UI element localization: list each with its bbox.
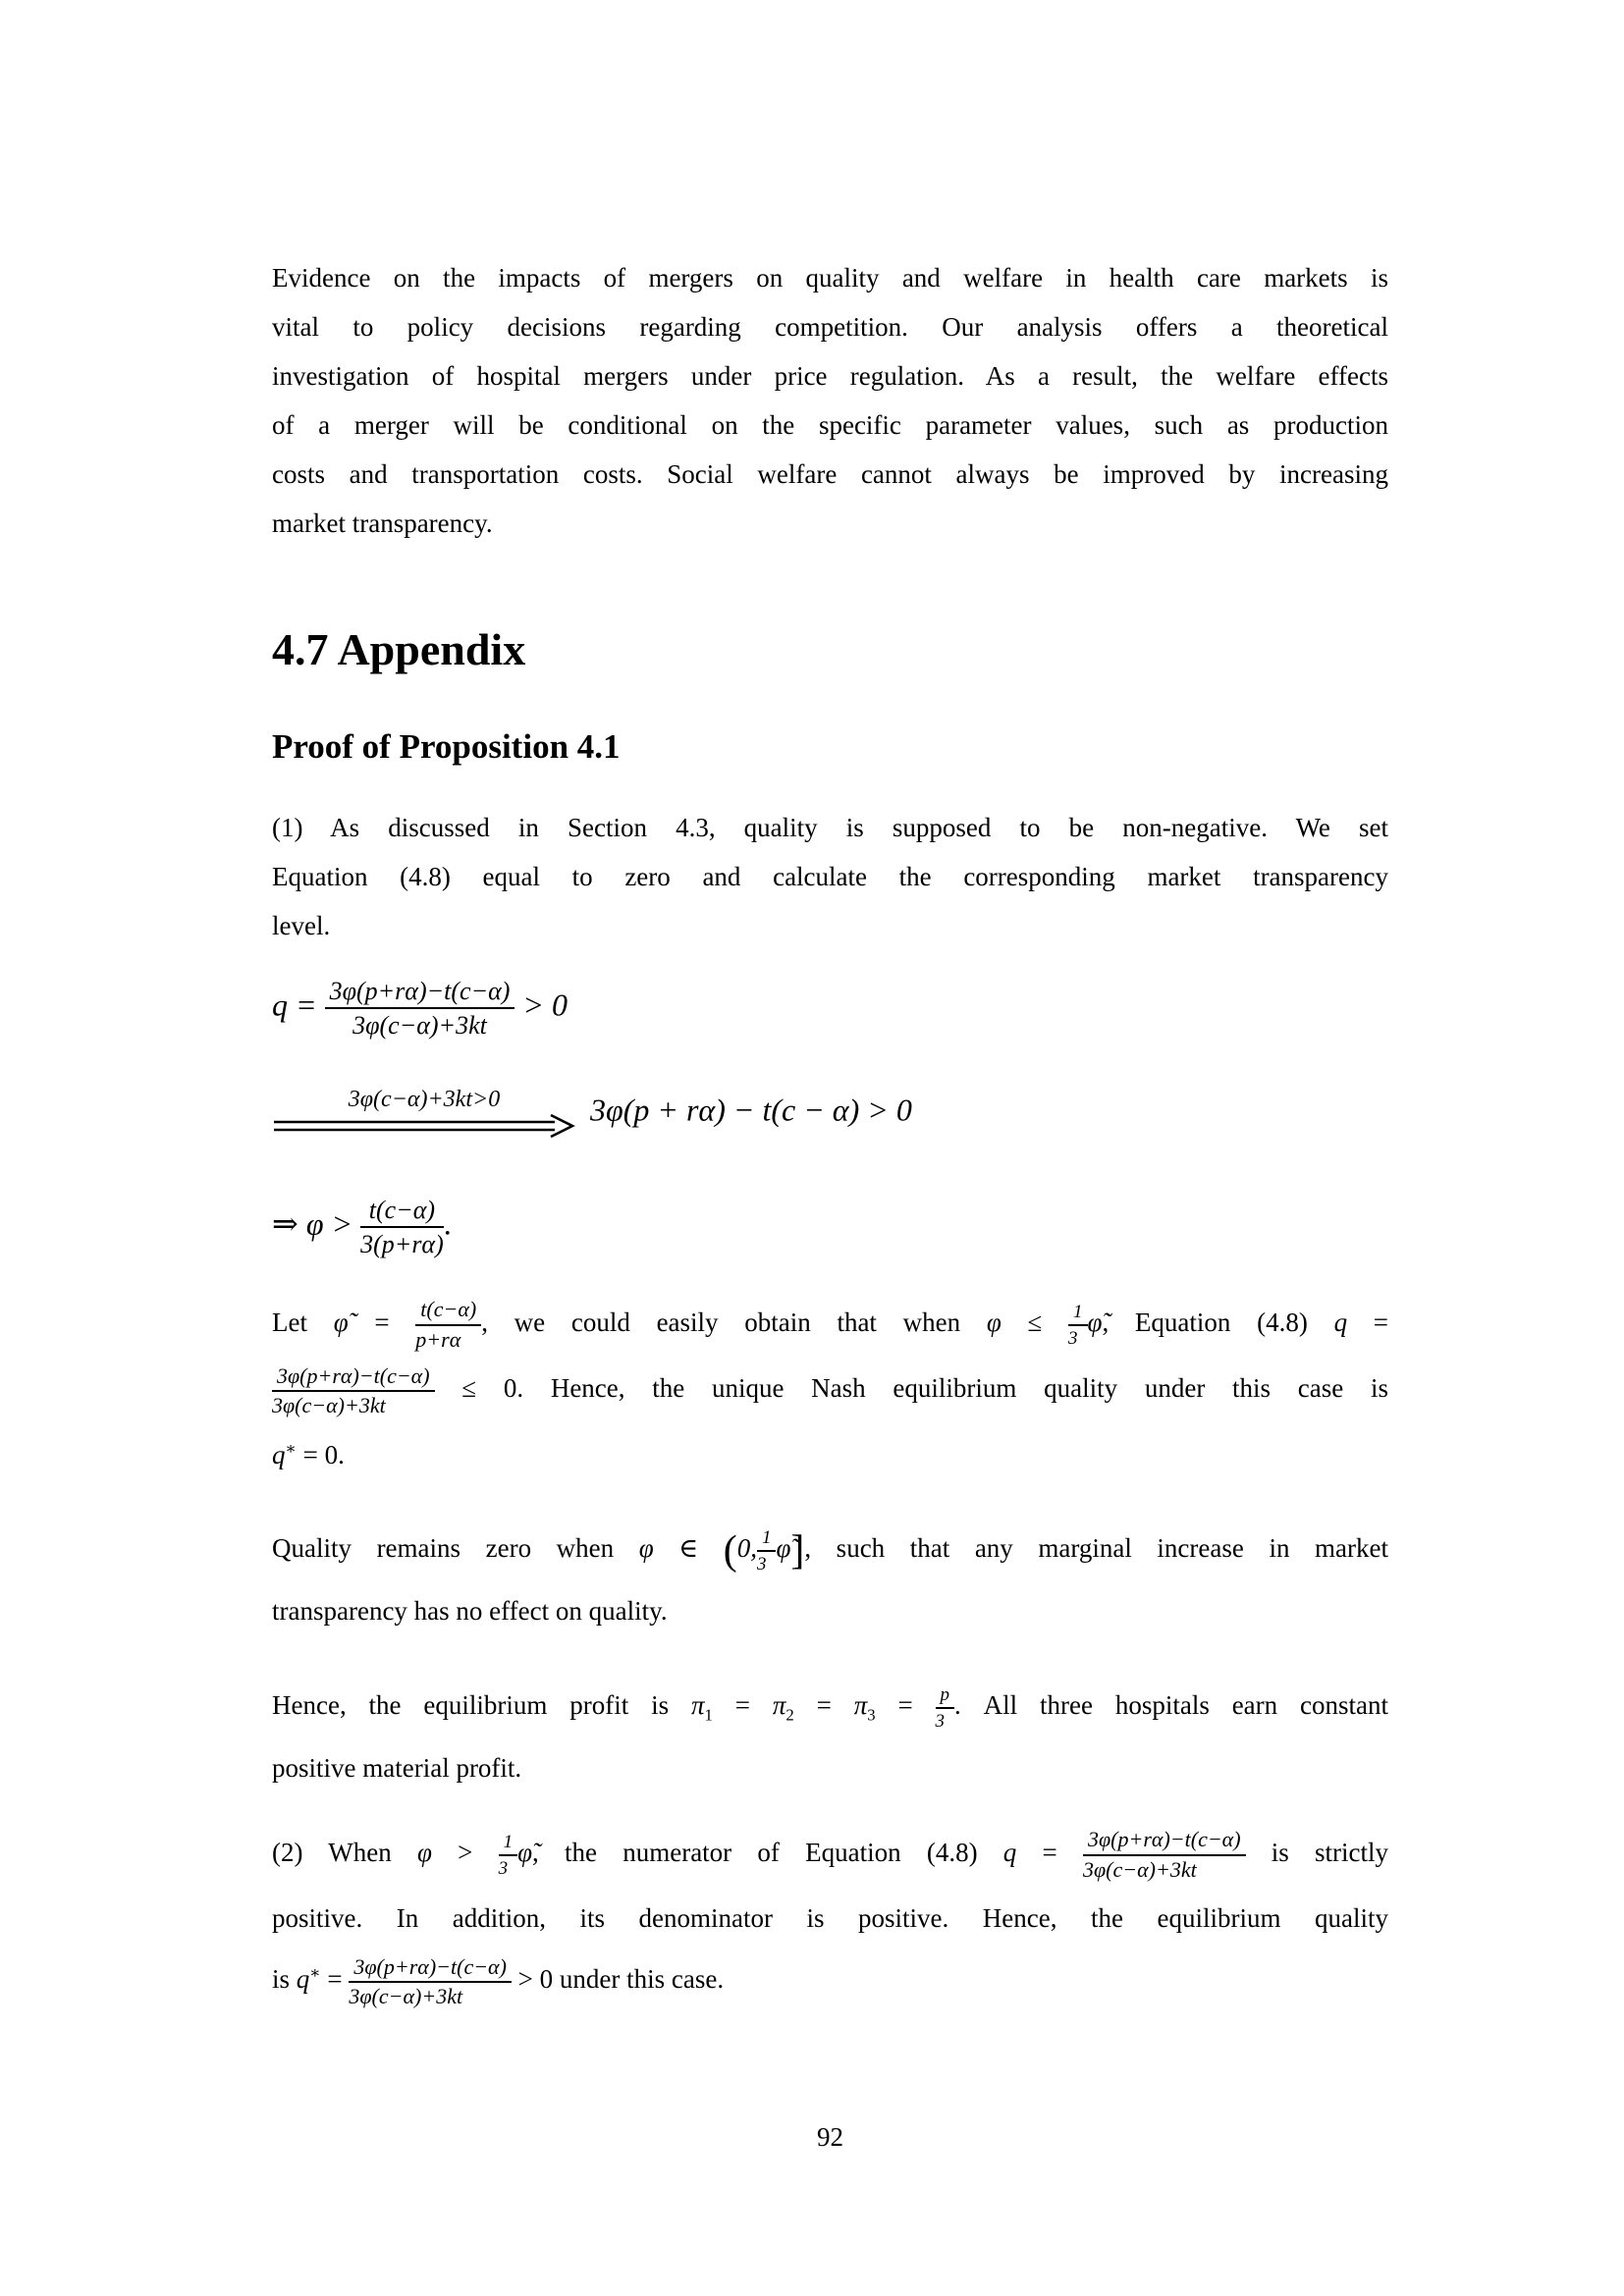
subscript: 2	[785, 1705, 794, 1725]
math-symbol: 0,	[736, 1533, 757, 1563]
text-line	[272, 1298, 1388, 1352]
phi-tilde-symbol: φ̃	[1087, 1308, 1103, 1337]
phi-tilde-symbol: φ̃	[517, 1838, 533, 1867]
math-symbol: q	[1002, 1838, 1017, 1867]
text-segment: Hence, the equilibrium profit is	[272, 1690, 691, 1720]
phi-tilde-symbol: φ̃	[776, 1533, 791, 1563]
text-line: (1) As discussed in Section 4.3, quality is supposed to be non-negative. We set	[272, 813, 1388, 842]
math-symbol: q	[272, 987, 288, 1023]
paragraph-proof-1	[272, 803, 1388, 950]
p-over-3-fraction	[936, 1684, 955, 1733]
text-segment: Quality remains zero when	[272, 1533, 639, 1563]
text-segment: , Equation (4.8)	[1102, 1308, 1334, 1337]
phi-symbol: φ	[638, 1533, 654, 1563]
text-line	[272, 1430, 1388, 1479]
fraction	[325, 977, 515, 1040]
text-segment: is	[272, 1964, 297, 1995]
math-operator: =	[793, 1690, 854, 1720]
text-line: Equation (4.8) equal to zero and calculate the corresponding market transparency	[272, 862, 1388, 891]
math-expression: φ >	[305, 1205, 361, 1242]
pi-symbol: π	[772, 1690, 786, 1720]
fraction	[1083, 1828, 1246, 1882]
math-operator: =	[712, 1690, 773, 1720]
math-relation: >	[431, 1838, 499, 1867]
equation-quality-definition	[272, 977, 1388, 1040]
text-line: positive material profit.	[272, 1753, 522, 1784]
math-operator: =	[875, 1690, 936, 1720]
text-line: market transparency.	[272, 508, 493, 538]
asterisk-superscript: ∗	[309, 1963, 321, 1983]
math-operator: =	[1016, 1838, 1083, 1867]
period: .	[443, 1205, 452, 1242]
phi-tilde-symbol: φ̃	[333, 1308, 349, 1337]
fraction-numerator: 3φ(p+rα)−t(c−α)	[349, 1955, 512, 1984]
fraction-denominator: 3	[935, 1710, 946, 1732]
fraction	[360, 1196, 444, 1258]
text-line	[272, 1954, 1388, 2008]
text-segment: , we could easily obtain that when	[481, 1308, 987, 1337]
paragraph-let-phi	[272, 1298, 1388, 1479]
phi-symbol: φ	[416, 1838, 432, 1867]
implies-arrow: ⇒	[272, 1205, 306, 1242]
text-segment: is strictly	[1245, 1838, 1389, 1867]
section-heading: 4.7 Appendix	[272, 624, 526, 674]
text-line: of a merger will be conditional on the specific parameter values, such as production	[272, 410, 1388, 440]
text-line: positive. In addition, its denominator is positive. Hence, the equilibrium quality	[272, 1903, 1388, 1934]
math-operator: =	[348, 1308, 416, 1337]
asterisk-superscript: ∗	[285, 1438, 297, 1458]
fraction-numerator: 1	[1068, 1302, 1088, 1326]
text-segment: ≤ 0. Hence, the unique Nash equilibrium quality under this case is	[434, 1373, 1388, 1404]
math-operator: =	[1347, 1308, 1388, 1337]
text-segment: > 0 under this case.	[511, 1964, 725, 1995]
text-line	[272, 1523, 1388, 1575]
fraction-denominator: 3φ(c−α)+3kt	[1083, 1856, 1197, 1882]
math-operator: =	[320, 1964, 350, 1995]
subscript: 3	[867, 1705, 876, 1725]
text-line: Evidence on the impacts of mergers on quality and welfare in health care markets is	[272, 263, 1388, 293]
fraction-denominator: 3φ(c−α)+3kt	[352, 1011, 487, 1041]
text-segment: , the numerator of Equation (4.8)	[532, 1838, 1003, 1867]
fraction-numerator: 3φ(p+rα)−t(c−α)	[325, 977, 515, 1009]
one-third-fraction	[757, 1527, 777, 1575]
fraction	[272, 1364, 435, 1418]
text-line: transparency has no effect on quality.	[272, 1596, 668, 1627]
text-segment: (2) When	[272, 1838, 417, 1867]
text-line: vital to policy decisions regarding competition. Our analysis offers a theoretical	[272, 312, 1388, 342]
equation-implication	[272, 1088, 1388, 1139]
left-paren: (	[723, 1527, 737, 1574]
pi-symbol: π	[853, 1690, 868, 1720]
text-segment: Let	[272, 1308, 334, 1337]
paragraph-case-2	[272, 1828, 1388, 2009]
fraction	[349, 1955, 512, 2009]
fraction-numerator: 1	[757, 1527, 777, 1552]
subsection-heading: Proof of Proposition 4.1	[272, 727, 621, 766]
math-relation: > 0	[514, 987, 568, 1023]
fraction-denominator: p+rα	[415, 1326, 461, 1352]
math-operator: =	[288, 987, 325, 1023]
fraction-numerator: 3φ(p+rα)−t(c−α)	[272, 1364, 435, 1393]
math-symbol: q	[1333, 1308, 1348, 1337]
fraction-denominator: 3(p+rα)	[360, 1230, 444, 1259]
text-segment: , such that any marginal increase in market	[804, 1533, 1388, 1563]
pi-symbol: π	[690, 1690, 705, 1720]
text-segment: . All three hospitals earn constant	[954, 1690, 1388, 1720]
fraction-numerator: t(c−α)	[360, 1196, 444, 1228]
fraction	[415, 1298, 481, 1352]
fraction-numerator: t(c−α)	[415, 1298, 481, 1326]
fraction-numerator: 3φ(p+rα)−t(c−α)	[1083, 1828, 1246, 1856]
one-third-fraction	[1068, 1302, 1088, 1350]
page-number: 92	[817, 2122, 843, 2152]
right-bracket: ]	[790, 1527, 805, 1574]
paragraph-conclusion	[272, 253, 1388, 548]
fraction-denominator: 3	[756, 1553, 767, 1575]
one-third-fraction	[499, 1832, 518, 1880]
text-line: investigation of hospital mergers under price regulation. As a result, the welfare effects	[272, 361, 1388, 391]
membership-symbol: ∈	[653, 1533, 724, 1563]
math-symbol: q	[272, 1439, 286, 1469]
arrow-condition-label: 3φ(c−α)+3kt>0	[348, 1087, 501, 1112]
math-relation: ≤	[1001, 1308, 1069, 1337]
text-line	[272, 1363, 1388, 1417]
paragraph-quality-zero	[272, 1523, 1388, 1635]
fraction-denominator: 3φ(c−α)+3kt	[349, 1984, 463, 2009]
fraction-denominator: 3	[498, 1857, 509, 1879]
subscript: 1	[704, 1705, 713, 1725]
paragraph-profit	[272, 1681, 1388, 1792]
fraction-denominator: 3φ(c−α)+3kt	[272, 1393, 386, 1418]
labeled-arrow	[272, 1088, 576, 1139]
long-double-arrow-icon	[272, 1113, 576, 1139]
text-line	[272, 1681, 1388, 1732]
fraction-numerator: 1	[499, 1832, 518, 1856]
math-expression: 3φ(p + rα) − t(c − α) > 0	[590, 1092, 912, 1128]
phi-symbol: φ	[986, 1308, 1001, 1337]
math-symbol: q	[296, 1964, 310, 1995]
text-segment: = 0.	[296, 1439, 345, 1469]
fraction-denominator: 3	[1068, 1327, 1078, 1349]
fraction-numerator: p	[936, 1684, 955, 1709]
equation-phi-bound	[272, 1196, 1388, 1258]
text-line	[272, 1828, 1388, 1882]
text-line: level.	[272, 911, 331, 940]
text-line: costs and transportation costs. Social welfare cannot always be improved by increasing	[272, 459, 1388, 489]
